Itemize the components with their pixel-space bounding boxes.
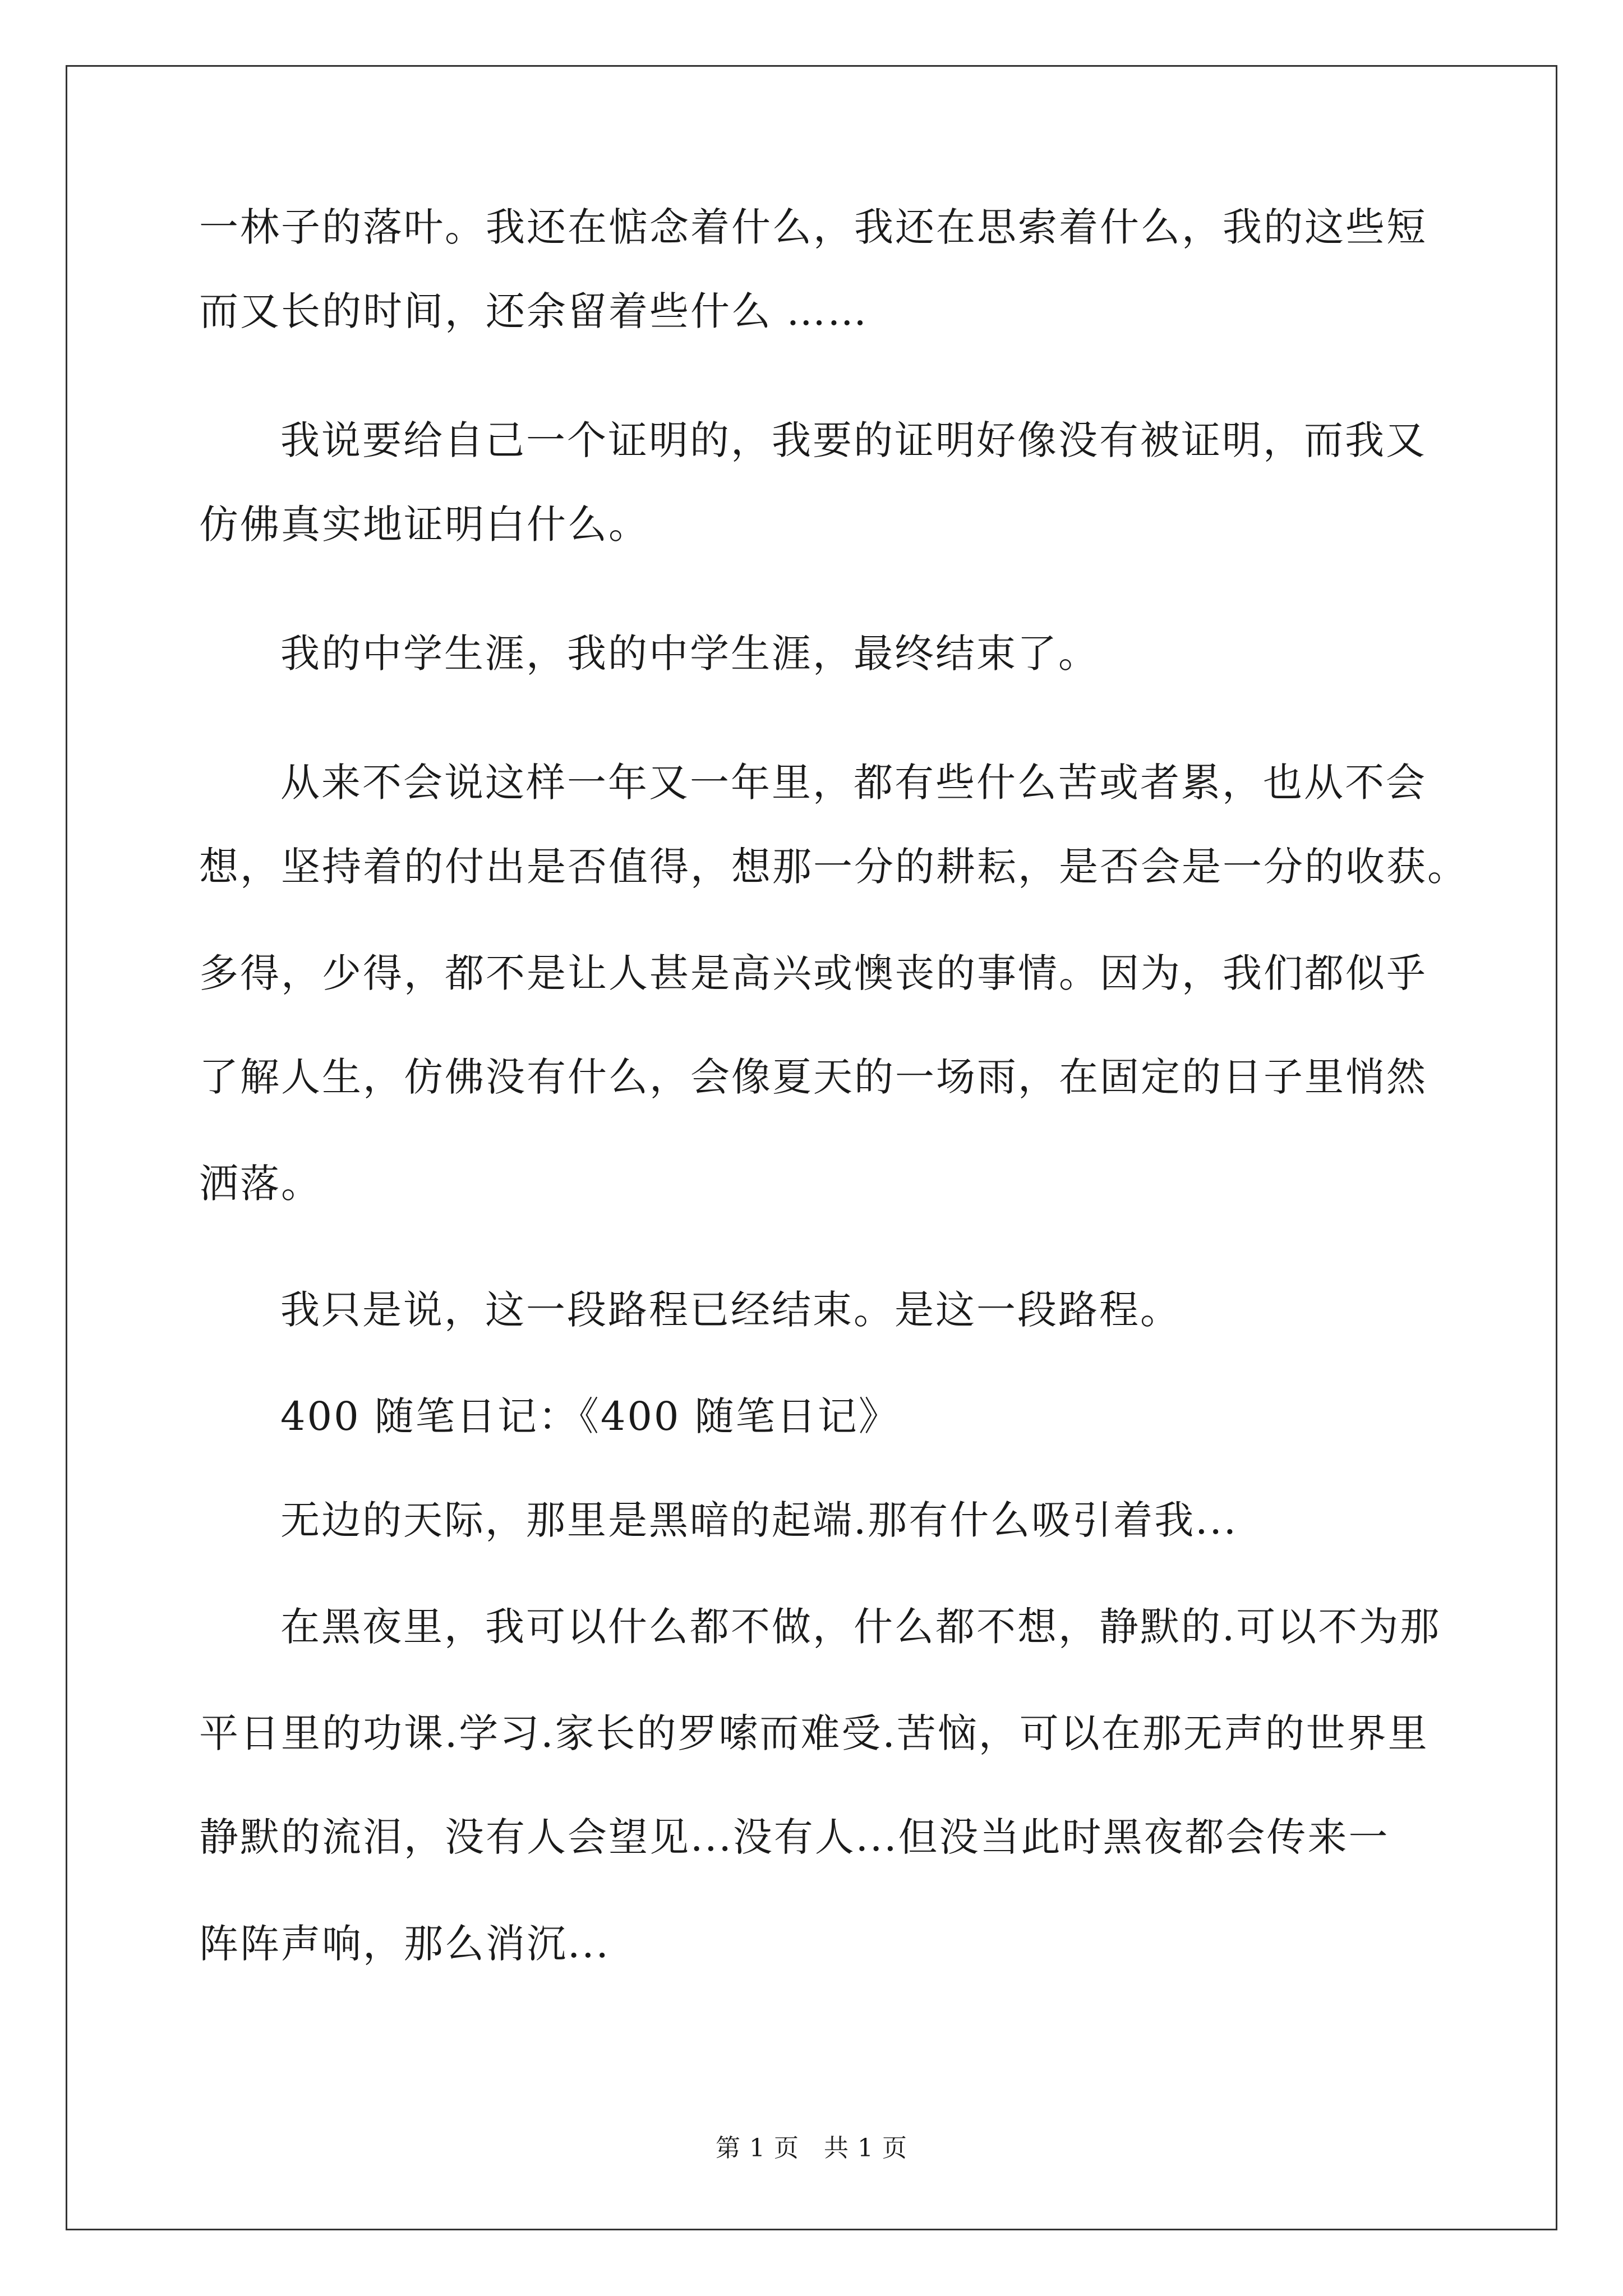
text-line: 阵阵声响，那么消沉...	[199, 1921, 610, 1967]
text-line: 仿佛真实地证明白什么。	[199, 501, 649, 547]
page-footer	[0, 2133, 1623, 2164]
text-line: 一林子的落叶。我还在惦念着什么，我还在思索着什么，我的这些短	[199, 204, 1427, 250]
paragraph-start-line: 从来不会说这样一年又一年里，都有些什么苦或者累，也从不会	[280, 760, 1427, 806]
page-total: 共 1 页	[824, 2134, 907, 2162]
page-border	[66, 65, 1557, 2230]
text-line: 而又长的时间，还余留着些什么 ……	[199, 288, 869, 334]
text-line: 了解人生，仿佛没有什么，会像夏天的一场雨，在固定的日子里悄然	[199, 1054, 1427, 1100]
text-line: 静默的流泪，没有人会望见...没有人...但没当此时黑夜都会传来一	[199, 1814, 1390, 1860]
text-line: 想，坚持着的付出是否值得，想那一分的耕耘，是否会是一分的收获。	[199, 844, 1468, 890]
paragraph-start-line: 无边的天际，那里是黑暗的起端.那有什么吸引着我...	[280, 1497, 1238, 1543]
text-line: 多得，少得，都不是让人甚是高兴或懊丧的事情。因为，我们都似乎	[199, 950, 1427, 996]
paragraph-start-line: 我的中学生涯，我的中学生涯，最终结束了。	[280, 631, 1099, 677]
text-line: 洒落。	[199, 1161, 322, 1207]
paragraph-start-line: 我只是说，这一段路程已经结束。是这一段路程。	[280, 1287, 1181, 1333]
text-line: 平日里的功课.学习.家长的罗嗦而难受.苦恼，可以在那无声的世界里	[199, 1710, 1429, 1756]
paragraph-start-line: 我说要给自己一个证明的，我要的证明好像没有被证明，而我又	[280, 417, 1427, 463]
paragraph-start-line: 在黑夜里，我可以什么都不做，什么都不想，静默的.可以不为那	[280, 1604, 1441, 1650]
page-number: 第 1 页	[716, 2134, 799, 2162]
section-title-line: 400 随笔日记：《400 随笔日记》	[280, 1393, 900, 1439]
